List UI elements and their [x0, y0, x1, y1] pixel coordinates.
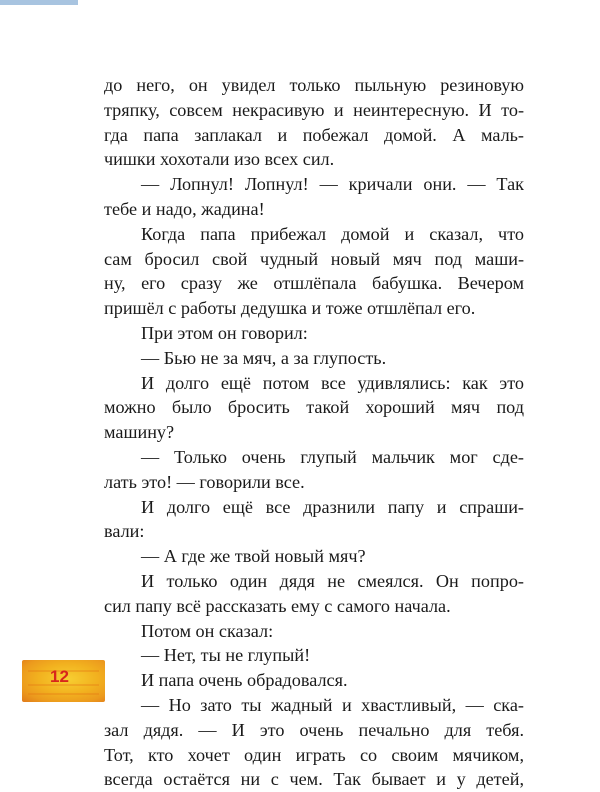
text-line: до него, он увидел только пыльную резиновую: [104, 75, 524, 95]
text-line: — Бью не за мяч, а за глупость.: [141, 347, 387, 368]
badge-texture: [28, 693, 99, 695]
text-line: Потом он сказал:: [141, 620, 274, 641]
page-number: 12: [50, 667, 69, 686]
text-line: — А где же твой новый мяч?: [141, 546, 366, 567]
text-line: можно было бросить такой хороший мяч под: [104, 397, 524, 418]
page-text: [104, 73, 524, 792]
text-line: — Нет, ты не глупый!: [141, 645, 311, 666]
text-line: машину?: [104, 422, 175, 443]
text-line: Тот, кто хочет один играть со своим мячиком,: [104, 744, 524, 765]
text-line: сам бросил свой чудный новый мяч под маши-: [104, 248, 524, 269]
text-line: зал дядя. — И это очень печально для тебя.: [104, 719, 524, 740]
text-line: пришёл с работы дедушка и тоже отшлёпал его.: [104, 298, 476, 319]
text-line: тряпку, совсем некрасивую и неинтересную. И то-: [104, 99, 524, 120]
top-edge-tab: [0, 0, 78, 5]
text-line: лать это! — говорили все.: [104, 471, 305, 492]
text-line: — Но зато ты жадный и хвастливый, — ска-: [141, 694, 524, 715]
text-line: И долго ещё все дразнили папу и спраши-: [141, 496, 524, 517]
text-line: И долго ещё потом все удивлялись: как это: [141, 372, 524, 393]
text-line: вали:: [104, 521, 145, 542]
text-line: — Только очень глупый мальчик мог сде-: [141, 446, 524, 467]
text-line: гда папа заплакал и побежал домой. А маль-: [104, 124, 524, 145]
text-line: сил папу всё рассказать ему с самого начала.: [104, 595, 451, 616]
text-line: И папа очень обрадовался.: [141, 670, 348, 691]
text-line: — Лопнул! Лопнул! — кричали они. — Так: [141, 174, 524, 195]
text-line: всегда остаётся ни с чем. Так бывает и у детей,: [104, 769, 524, 790]
text-line: ну, его сразу же отшлёпала бабушка. Вечером: [104, 273, 524, 294]
text-line: чишки хохотали изо всех сил.: [104, 149, 335, 170]
text-line: тебе и надо, жадина!: [104, 198, 265, 219]
text-line: Когда папа прибежал домой и сказал, что: [141, 223, 524, 244]
text-line: И только один дядя не смеялся. Он попро-: [141, 570, 524, 591]
text-line: При этом он говорил:: [141, 322, 308, 343]
